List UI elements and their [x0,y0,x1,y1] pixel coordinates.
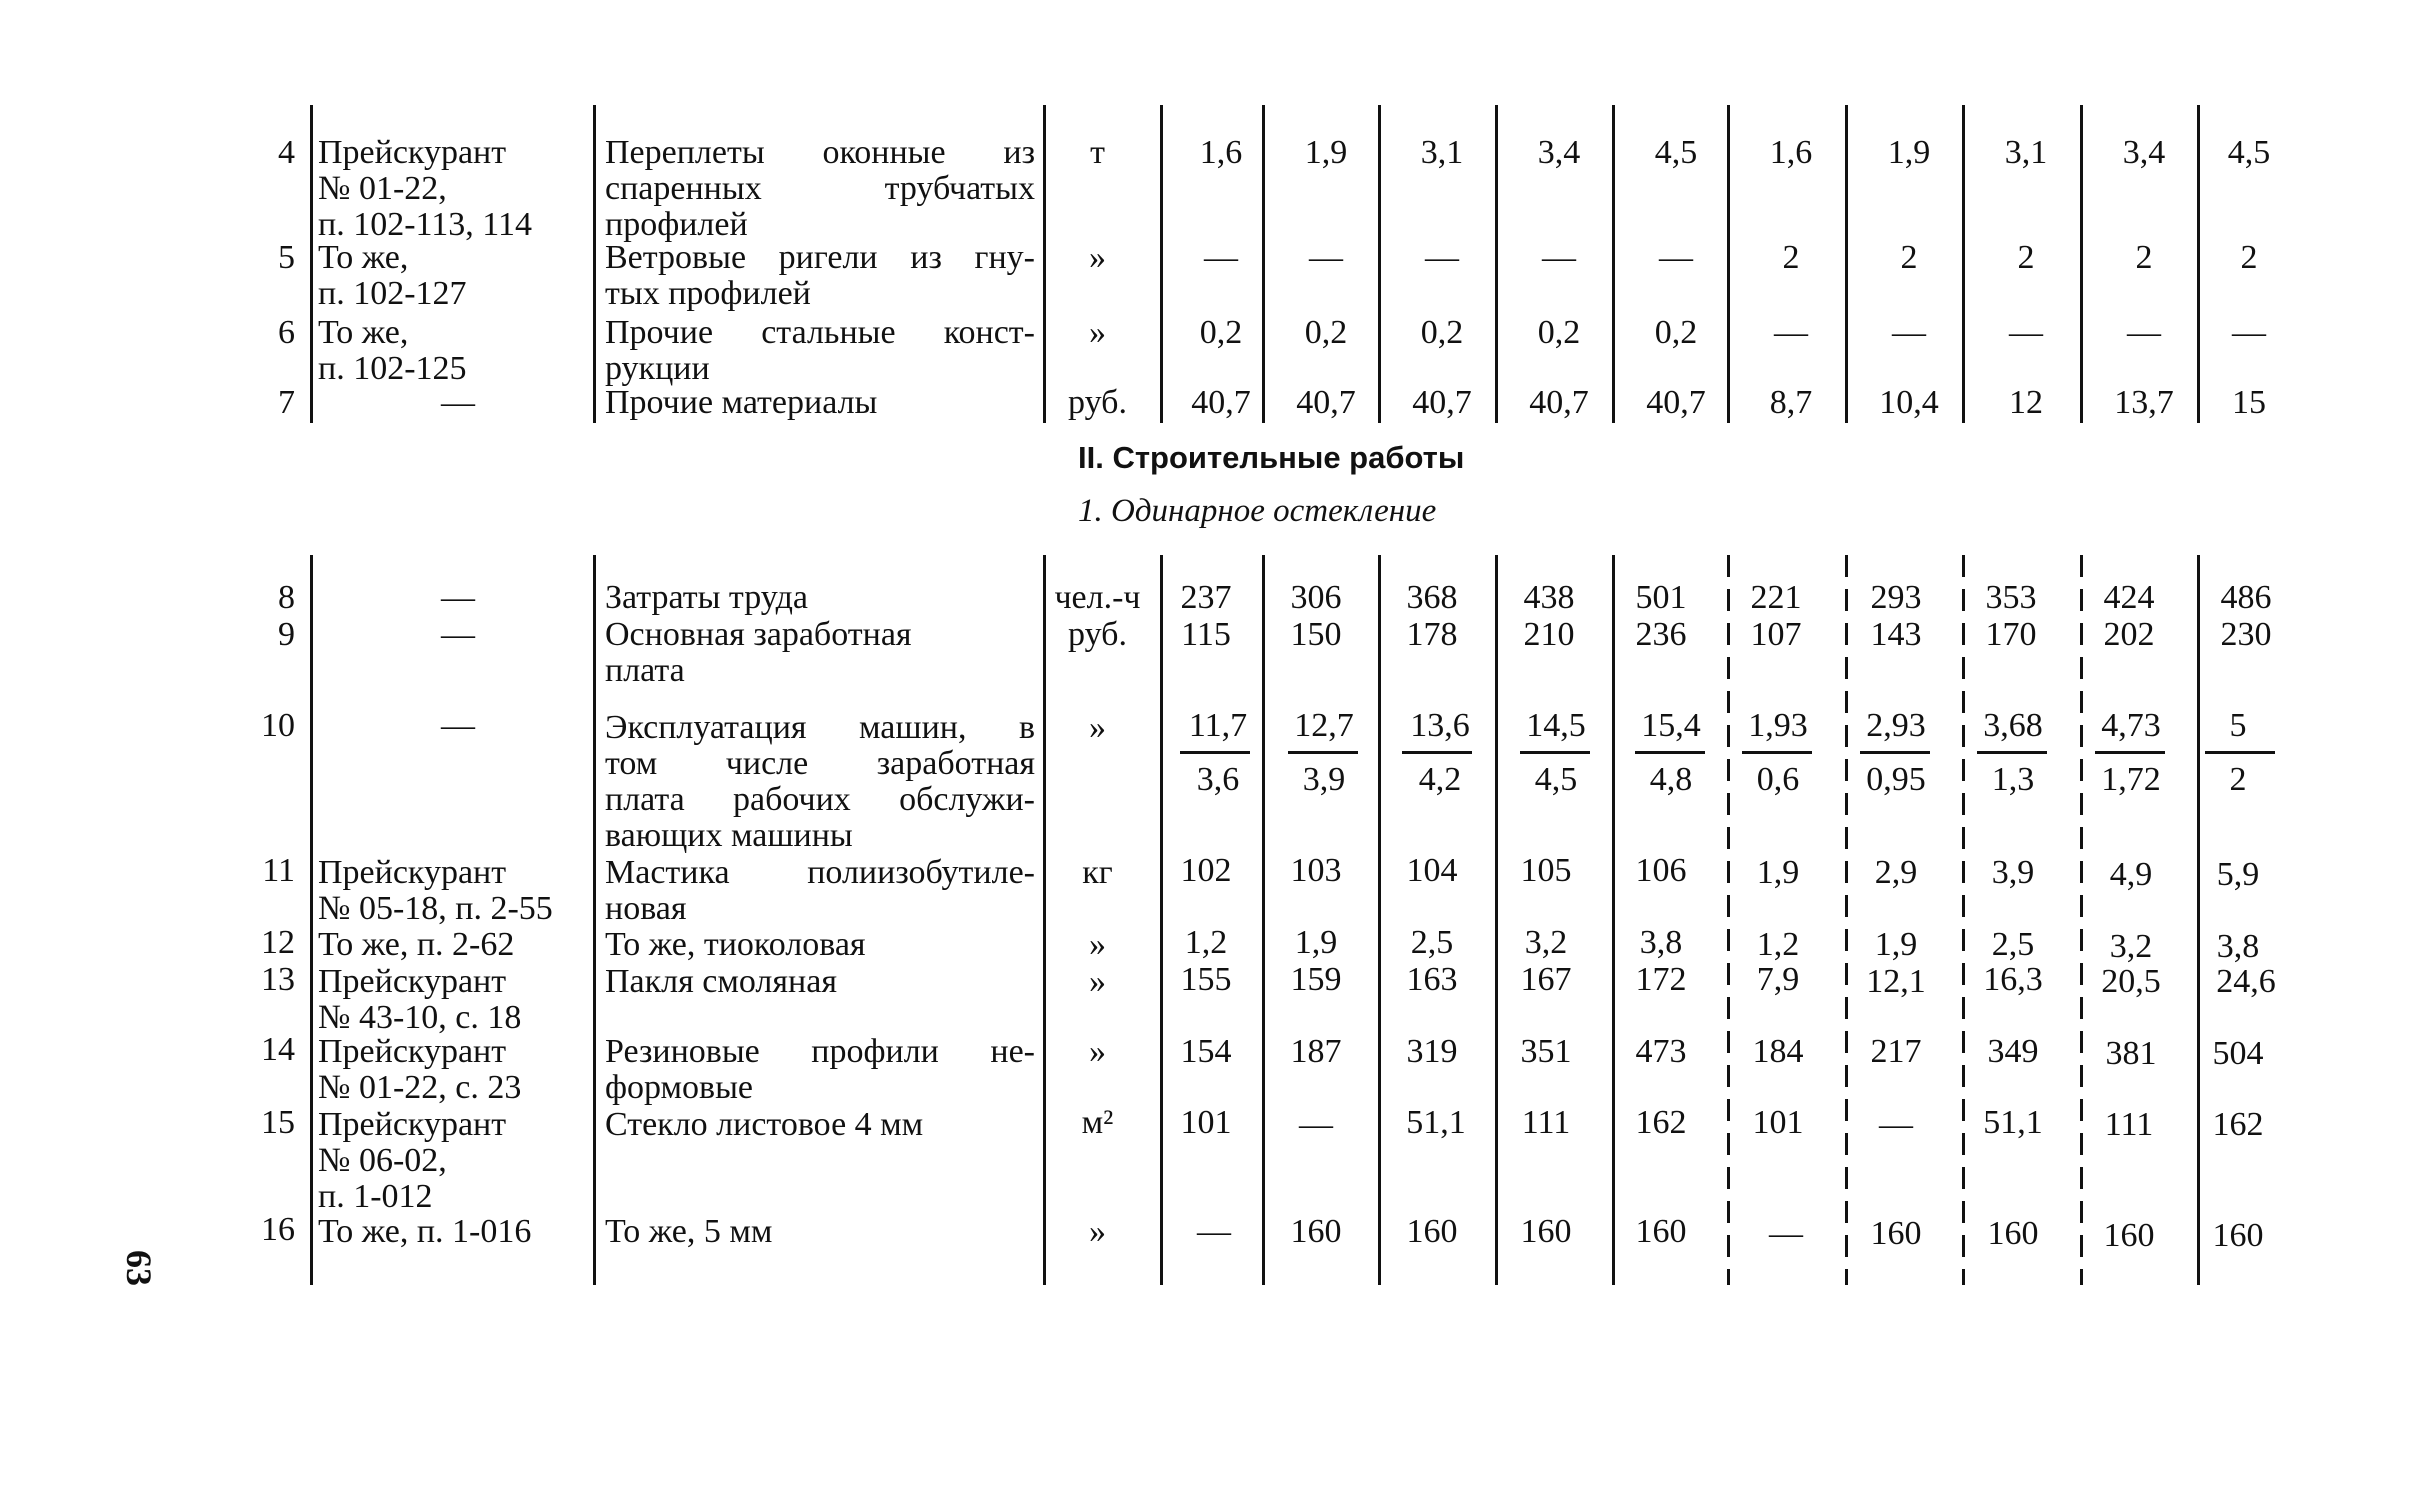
row-description [605,964,1035,1000]
row-value: 3,4 [1537,134,1581,171]
source-line: То же, [318,314,409,351]
row-value: 106 [1635,852,1687,889]
column-rule [2080,555,2083,1285]
source-line: № 01-22, [318,170,447,207]
row-description [605,927,1035,963]
row-value: 12 [2009,384,2043,421]
row-description [605,1214,1035,1250]
row-value: 368 [1406,579,1458,616]
description-line: То же, 5 мм [605,1213,773,1250]
row-value: 0,2 [1304,314,1348,351]
row-source [318,1214,598,1250]
row-value: — [1769,1215,1803,1252]
row-value: 1,93 [1748,707,1808,744]
row-value: 187 [1290,1033,1342,1070]
row-description [605,710,1035,854]
row-number: 13 [261,961,295,998]
column-rule [1378,555,1381,1285]
section-title: II. Строительные работы [1078,440,1465,475]
row-source [318,708,598,744]
row-value: 40,7 [1296,384,1356,421]
row-description [605,385,1035,421]
row-value: 1,6 [1769,134,1813,171]
source-line: — [441,579,475,616]
row-value: — [2009,314,2043,351]
row-value: 2,93 [1866,707,1926,744]
row-number: 4 [278,134,295,171]
source-line: То же, п. 2-62 [318,926,515,963]
description-line: том числе заработная [605,745,1035,782]
description-line: Ветровые ригели из гну- [605,239,1035,276]
row-value: — [1197,1213,1231,1250]
row-value: 230 [2220,616,2272,653]
row-value: 24,6 [2216,963,2276,1000]
row-number: 6 [278,314,295,351]
row-value: — [1892,314,1926,351]
subsection-title: 1. Одинарное остекление [1078,493,1437,529]
row-value: 104 [1406,852,1458,889]
row-unit: чел.-ч [1054,579,1141,616]
row-value: 424 [2103,579,2155,616]
row-unit: » [1089,926,1106,963]
row-value: 2 [2135,239,2153,276]
row-number: 10 [261,707,295,744]
row-value: 15 [2232,384,2266,421]
row-value: 160 [1635,1213,1687,1250]
row-value: 12,7 [1294,707,1354,744]
row-value: 381 [2105,1035,2157,1072]
description-line: Стекло листовое 4 мм [605,1106,924,1143]
row-value: — [1659,239,1693,276]
column-rule [1962,555,1965,1285]
source-line: п. 1-012 [318,1178,433,1215]
row-value: 160 [1987,1215,2039,1252]
row-value: — [1774,314,1808,351]
column-rule [1262,555,1265,1285]
page-number: 63 [119,1250,159,1286]
description-line: спаренных трубчатых [605,170,1035,207]
fraction-bar [1402,751,1472,754]
row-unit: » [1089,1033,1106,1070]
row-value: 2,9 [1874,854,1918,891]
description-line: формовые [605,1069,754,1106]
row-value: 105 [1520,852,1572,889]
row-number: 5 [278,239,295,276]
row-value: 349 [1987,1033,2039,1070]
description-line: Пакля смоляная [605,963,837,1000]
row-value-below: 0,6 [1756,761,1800,798]
row-value: 51,1 [1983,1104,2043,1141]
row-unit: » [1089,314,1106,351]
row-value: 51,1 [1406,1104,1466,1141]
row-value: 16,3 [1983,961,2043,998]
source-line: Прейскурант [318,134,507,171]
column-rule [2197,555,2200,1285]
description-line: вающих машины [605,817,853,854]
row-unit: т [1090,134,1105,171]
row-source [318,315,598,387]
source-line: Прейскурант [318,854,507,891]
fraction-bar [1977,751,2047,754]
row-unit: » [1089,239,1106,276]
row-value: 3,8 [1639,924,1683,961]
row-value: 1,6 [1199,134,1243,171]
source-line: — [441,384,475,421]
row-value: 4,5 [1654,134,1698,171]
description-line: То же, тиоколовая [605,926,866,963]
row-value: 101 [1180,1104,1232,1141]
row-number: 9 [278,616,295,653]
row-description [605,315,1035,387]
row-value: 486 [2220,579,2272,616]
row-value: 160 [1290,1213,1342,1250]
row-value: 40,7 [1412,384,1472,421]
row-value-below: 1,3 [1991,761,2035,798]
row-value: — [1542,239,1576,276]
row-value: 1,9 [1294,924,1338,961]
row-value: 221 [1750,579,1802,616]
row-number: 14 [261,1031,295,1068]
row-value: 217 [1870,1033,1922,1070]
row-number: 8 [278,579,295,616]
description-line: Прочие материалы [605,384,878,421]
row-value: 473 [1635,1033,1687,1070]
row-value: 351 [1520,1033,1572,1070]
column-rule [310,555,313,1285]
row-unit: » [1089,709,1106,746]
column-rule [1160,555,1163,1285]
row-value: 438 [1523,579,1575,616]
row-value: — [2232,314,2266,351]
row-value: 2 [1782,239,1800,276]
row-source [318,240,598,312]
row-value: 40,7 [1529,384,1589,421]
source-line: п. 102-113, 114 [318,206,532,243]
column-rule [1160,105,1163,423]
row-value: 237 [1180,579,1232,616]
row-description [605,617,1035,689]
row-value: 5 [2229,707,2247,744]
row-description [605,1107,1035,1143]
row-value-below: 4,2 [1418,761,1462,798]
row-value: 12,1 [1866,963,1926,1000]
row-value: 170 [1985,616,2037,653]
row-unit: руб. [1068,616,1127,653]
row-value: 10,4 [1879,384,1939,421]
row-number: 15 [261,1104,295,1141]
row-value: 4,9 [2109,856,2153,893]
source-line: № 05-18, п. 2-55 [318,890,553,927]
row-number: 12 [261,924,295,961]
row-value: 184 [1752,1033,1804,1070]
row-value: 3,2 [2109,928,2153,965]
row-number: 11 [262,852,295,889]
row-value: 14,5 [1526,707,1586,744]
row-value: 0,2 [1537,314,1581,351]
row-value: 13,7 [2114,384,2174,421]
row-value: 1,9 [1887,134,1931,171]
row-unit: руб. [1068,384,1127,421]
row-value: 160 [2212,1217,2264,1254]
row-value: 178 [1406,616,1458,653]
fraction-bar [1860,751,1930,754]
row-value: 20,5 [2101,963,2161,1000]
source-line: № 43-10, с. 18 [318,999,522,1036]
description-line: Затраты труда [605,579,809,616]
description-line: новая [605,890,687,927]
fraction-bar [1288,751,1358,754]
row-value: 210 [1523,616,1575,653]
description-line: профилей [605,206,748,243]
row-value: 13,6 [1410,707,1470,744]
source-line: Прейскурант [318,963,507,1000]
row-description [605,240,1035,312]
column-rule [1495,555,1498,1285]
row-value: 236 [1635,616,1687,653]
row-value-below: 3,9 [1302,761,1346,798]
source-line: — [441,707,475,744]
description-line: тых профилей [605,275,811,312]
row-value: 3,1 [1420,134,1464,171]
row-unit: м² [1081,1104,1114,1141]
row-value: 2,5 [1991,926,2035,963]
source-line: п. 102-125 [318,350,467,387]
row-value: 1,9 [1304,134,1348,171]
row-value: — [1204,239,1238,276]
row-value: 111 [1521,1104,1571,1141]
row-value: 160 [1520,1213,1572,1250]
source-line: № 06-02, [318,1142,447,1179]
row-value: 501 [1635,579,1687,616]
row-value: 293 [1870,579,1922,616]
row-value: 3,2 [1524,924,1568,961]
row-value: 11,7 [1188,707,1248,744]
fraction-bar [1635,751,1705,754]
description-line: рукции [605,350,710,387]
row-value-below: 4,8 [1649,761,1693,798]
row-source [318,855,598,927]
row-value: 1,9 [1756,854,1800,891]
row-value: 2 [1900,239,1918,276]
fraction-bar [2095,751,2165,754]
row-value: 8,7 [1769,384,1813,421]
description-line: плата рабочих обслужи- [605,781,1035,818]
row-number: 16 [261,1211,295,1248]
column-rule [1043,555,1046,1285]
row-value: 3,1 [2004,134,2048,171]
column-rule [310,105,313,423]
row-value: 160 [1870,1215,1922,1252]
description-line: Прочие стальные конст- [605,314,1035,351]
row-value-below: 4,5 [1534,761,1578,798]
row-unit: » [1089,1213,1106,1250]
row-value: 3,68 [1983,707,2043,744]
row-value: 202 [2103,616,2155,653]
row-value: 172 [1635,961,1687,998]
row-value: 102 [1180,852,1232,889]
column-rule [1727,555,1730,1285]
row-value: 150 [1290,616,1342,653]
row-description [605,135,1035,243]
fraction-bar [1180,751,1250,754]
row-source [318,617,598,653]
row-value: 0,2 [1420,314,1464,351]
source-line: № 01-22, с. 23 [318,1069,522,1106]
row-value: 0,2 [1654,314,1698,351]
source-line: Прейскурант [318,1106,507,1143]
row-value: 3,8 [2216,928,2260,965]
row-value: 3,4 [2122,134,2166,171]
row-source [318,385,598,421]
row-value: 353 [1985,579,2037,616]
row-source [318,964,598,1036]
source-line: То же, п. 1-016 [318,1213,532,1250]
description-line: Резиновые профили не- [605,1033,1035,1070]
row-value: 1,2 [1184,924,1228,961]
row-value: 40,7 [1191,384,1251,421]
row-value: 504 [2212,1035,2264,1072]
row-value: 155 [1180,961,1232,998]
row-value: — [1425,239,1459,276]
row-description [605,1034,1035,1106]
row-value: 107 [1750,616,1802,653]
row-unit: » [1089,963,1106,1000]
row-value: 306 [1290,579,1342,616]
row-unit: кг [1082,854,1113,891]
fraction-bar [1742,751,1812,754]
description-line: Мастика полиизобутиле- [605,854,1035,891]
row-description [605,580,1035,616]
row-value: 1,9 [1874,926,1918,963]
source-line: Прейскурант [318,1033,507,1070]
row-value: 0,2 [1199,314,1243,351]
row-value: 5,9 [2216,856,2260,893]
row-number: 7 [278,384,295,421]
row-source [318,927,598,963]
column-rule [1612,555,1615,1285]
row-value: 160 [2103,1217,2155,1254]
row-description [605,855,1035,927]
column-rule [1845,555,1848,1285]
row-value: 154 [1180,1033,1232,1070]
row-value: — [1879,1106,1913,1143]
description-line: плата [605,652,685,689]
row-value: — [2127,314,2161,351]
row-value: 103 [1290,852,1342,889]
row-value: 162 [1635,1104,1687,1141]
row-value: 4,5 [2227,134,2271,171]
row-value: — [1299,1106,1333,1143]
row-value: 7,9 [1756,961,1800,998]
row-value: 3,9 [1991,854,2035,891]
row-source [318,580,598,616]
source-line: п. 102-127 [318,275,467,312]
row-value: 2,5 [1410,924,1454,961]
row-value: 159 [1290,961,1342,998]
description-line: Переплеты оконные из [605,134,1035,171]
row-value: 163 [1406,961,1458,998]
row-value: 167 [1520,961,1572,998]
description-line: Основная заработная [605,616,912,653]
row-value-below: 1,72 [2101,761,2161,798]
row-source [318,1034,598,1106]
row-source [318,1107,598,1215]
row-source [318,135,598,243]
row-value: 2 [2017,239,2035,276]
row-value-below: 0,95 [1866,761,1926,798]
row-value: 40,7 [1646,384,1706,421]
row-value: 160 [1406,1213,1458,1250]
row-value: 15,4 [1641,707,1701,744]
row-value: — [1309,239,1343,276]
fraction-bar [1520,751,1590,754]
description-line: Эксплуатация машин, в [605,709,1035,746]
row-value: 162 [2212,1106,2264,1143]
row-value-below: 3,6 [1196,761,1240,798]
row-value: 143 [1870,616,1922,653]
row-value: 1,2 [1756,926,1800,963]
fraction-bar [2205,751,2275,754]
row-value: 2 [2240,239,2258,276]
row-value: 115 [1181,616,1231,653]
row-value: 4,73 [2101,707,2161,744]
row-value-below: 2 [2229,761,2247,798]
row-value: 319 [1406,1033,1458,1070]
source-line: То же, [318,239,409,276]
row-value: 101 [1752,1104,1804,1141]
row-value: 111 [2104,1106,2154,1143]
source-line: — [441,616,475,653]
